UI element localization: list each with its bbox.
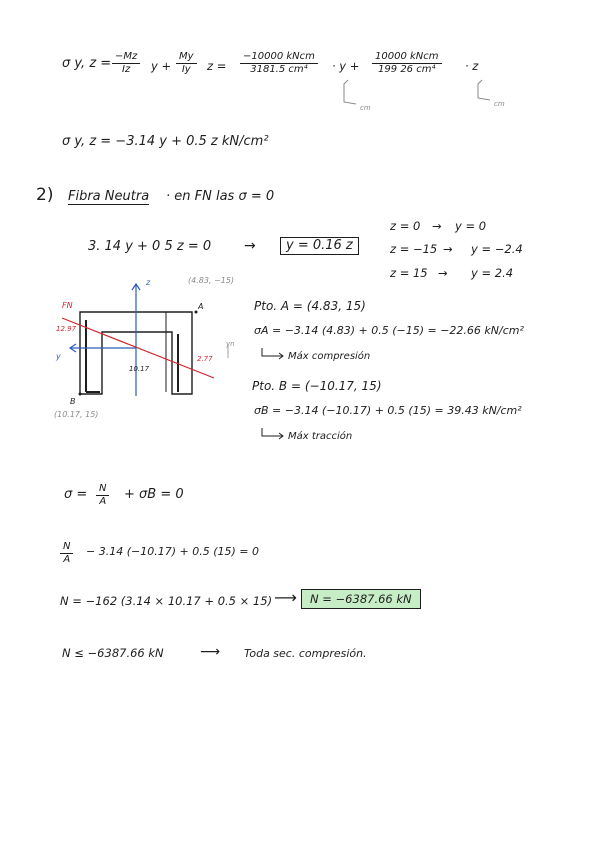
case-y: y = −2.4 xyxy=(471,242,523,256)
point-b-label: B xyxy=(70,397,76,406)
section-condition: · en FN las σ = 0 xyxy=(166,189,275,204)
case-z: z = 15 xyxy=(390,266,428,280)
frac-num: −Mz xyxy=(112,51,140,64)
fn-label: FN xyxy=(62,301,73,310)
term-y-mult: · y + xyxy=(332,59,360,73)
arrow-icon: → xyxy=(438,266,448,280)
point-a-label: A xyxy=(198,302,204,311)
stress-equation: σ y, z = −3.14 y + 0.5 z kN/cm² xyxy=(62,134,269,149)
equilibrium-substituted: − 3.14 (−10.17) + 0.5 (15) = 0 xyxy=(86,545,259,558)
arrow-icon: ⟶ xyxy=(274,588,297,607)
arrow-icon: ⟶ xyxy=(200,644,221,660)
frac-den: A xyxy=(63,554,71,565)
point-b-stress: σB = −3.14 (−10.17) + 0.5 (15) = 39.43 kN/cm² xyxy=(254,404,522,417)
unit-arrow-icon xyxy=(478,80,490,100)
normal-force-calc: N = −162 (3.14 × 10.17 + 0.5 × 15) xyxy=(60,594,273,608)
note-arrow-icon xyxy=(262,348,282,356)
case-y: y = 2.4 xyxy=(471,266,514,280)
point-a-title: Pto. A = (4.83, 15) xyxy=(254,299,366,313)
neutral-axis-equation: 3. 14 y + 0 5 z = 0 xyxy=(88,239,212,254)
frac-num: N xyxy=(96,483,109,496)
neutral-axis-result: y = 0.16 z xyxy=(280,237,359,255)
normal-force-result: N = −6387.66 kN xyxy=(301,589,421,609)
y-axis-label: y xyxy=(56,352,61,361)
point-a-stress: σA = −3.14 (4.83) + 0.5 (−15) = −22.66 kN/cm² xyxy=(254,324,524,337)
equilibrium-lhs: σ = xyxy=(64,487,88,502)
arrow-icon: → xyxy=(432,219,442,233)
point-b-title: Pto. B = (−10.17, 15) xyxy=(252,379,382,393)
frac-num: −10000 kNcm xyxy=(240,51,318,64)
frac-den: 3181.5 cm⁴ xyxy=(250,64,308,75)
fraction-n-a xyxy=(96,483,109,508)
frac-den: A xyxy=(99,496,107,507)
frac-num: My xyxy=(176,51,197,64)
term-z: z = xyxy=(207,59,227,73)
normal-force-condition: N ≤ −6387.66 kN xyxy=(62,646,164,660)
point-a-note: Máx compresión xyxy=(288,351,371,362)
point-b-dot xyxy=(79,393,82,396)
case-y: y = 0 xyxy=(455,219,487,233)
arrow-icon: → xyxy=(443,242,453,256)
note-arrow-icon xyxy=(262,428,282,436)
point-b-note: Máx tracción xyxy=(288,431,353,442)
arrow-icon: → xyxy=(244,238,256,254)
coord-label-a: (4.83, −15) xyxy=(188,276,235,285)
unit-arrow-icon xyxy=(344,80,356,104)
coord-label-b: (10.17, 15) xyxy=(54,410,99,419)
case-z: z = −15 xyxy=(390,242,438,256)
value-center-label: 10.17 xyxy=(129,365,150,373)
value-left-label: 12.97 xyxy=(56,325,77,333)
value-right-label: 2.77 xyxy=(197,355,213,363)
case-z: z = 0 xyxy=(390,219,421,233)
stress-lhs: σ y, z = xyxy=(62,56,112,71)
unit-cm-y: cm xyxy=(360,104,371,112)
fraction-n-a xyxy=(60,541,73,566)
conclusion-note: Toda sec. compresión. xyxy=(244,647,367,660)
section-title: Fibra Neutra xyxy=(68,189,150,204)
frac-den: Iz xyxy=(122,64,131,75)
yn-label: yn xyxy=(226,340,235,348)
frac-num: 10000 kNcm xyxy=(372,51,442,64)
frac-den: 199 26 cm⁴ xyxy=(378,64,436,75)
unit-cm-z: cm xyxy=(494,100,505,108)
frac-den: Iy xyxy=(181,64,191,75)
term-z-mult: · z xyxy=(465,59,479,73)
equilibrium-rhs: + σB = 0 xyxy=(124,487,184,502)
term-y: y + xyxy=(151,59,172,73)
z-axis-label: z xyxy=(146,278,151,287)
section-number: 2) xyxy=(36,185,54,205)
frac-num: N xyxy=(60,541,73,554)
